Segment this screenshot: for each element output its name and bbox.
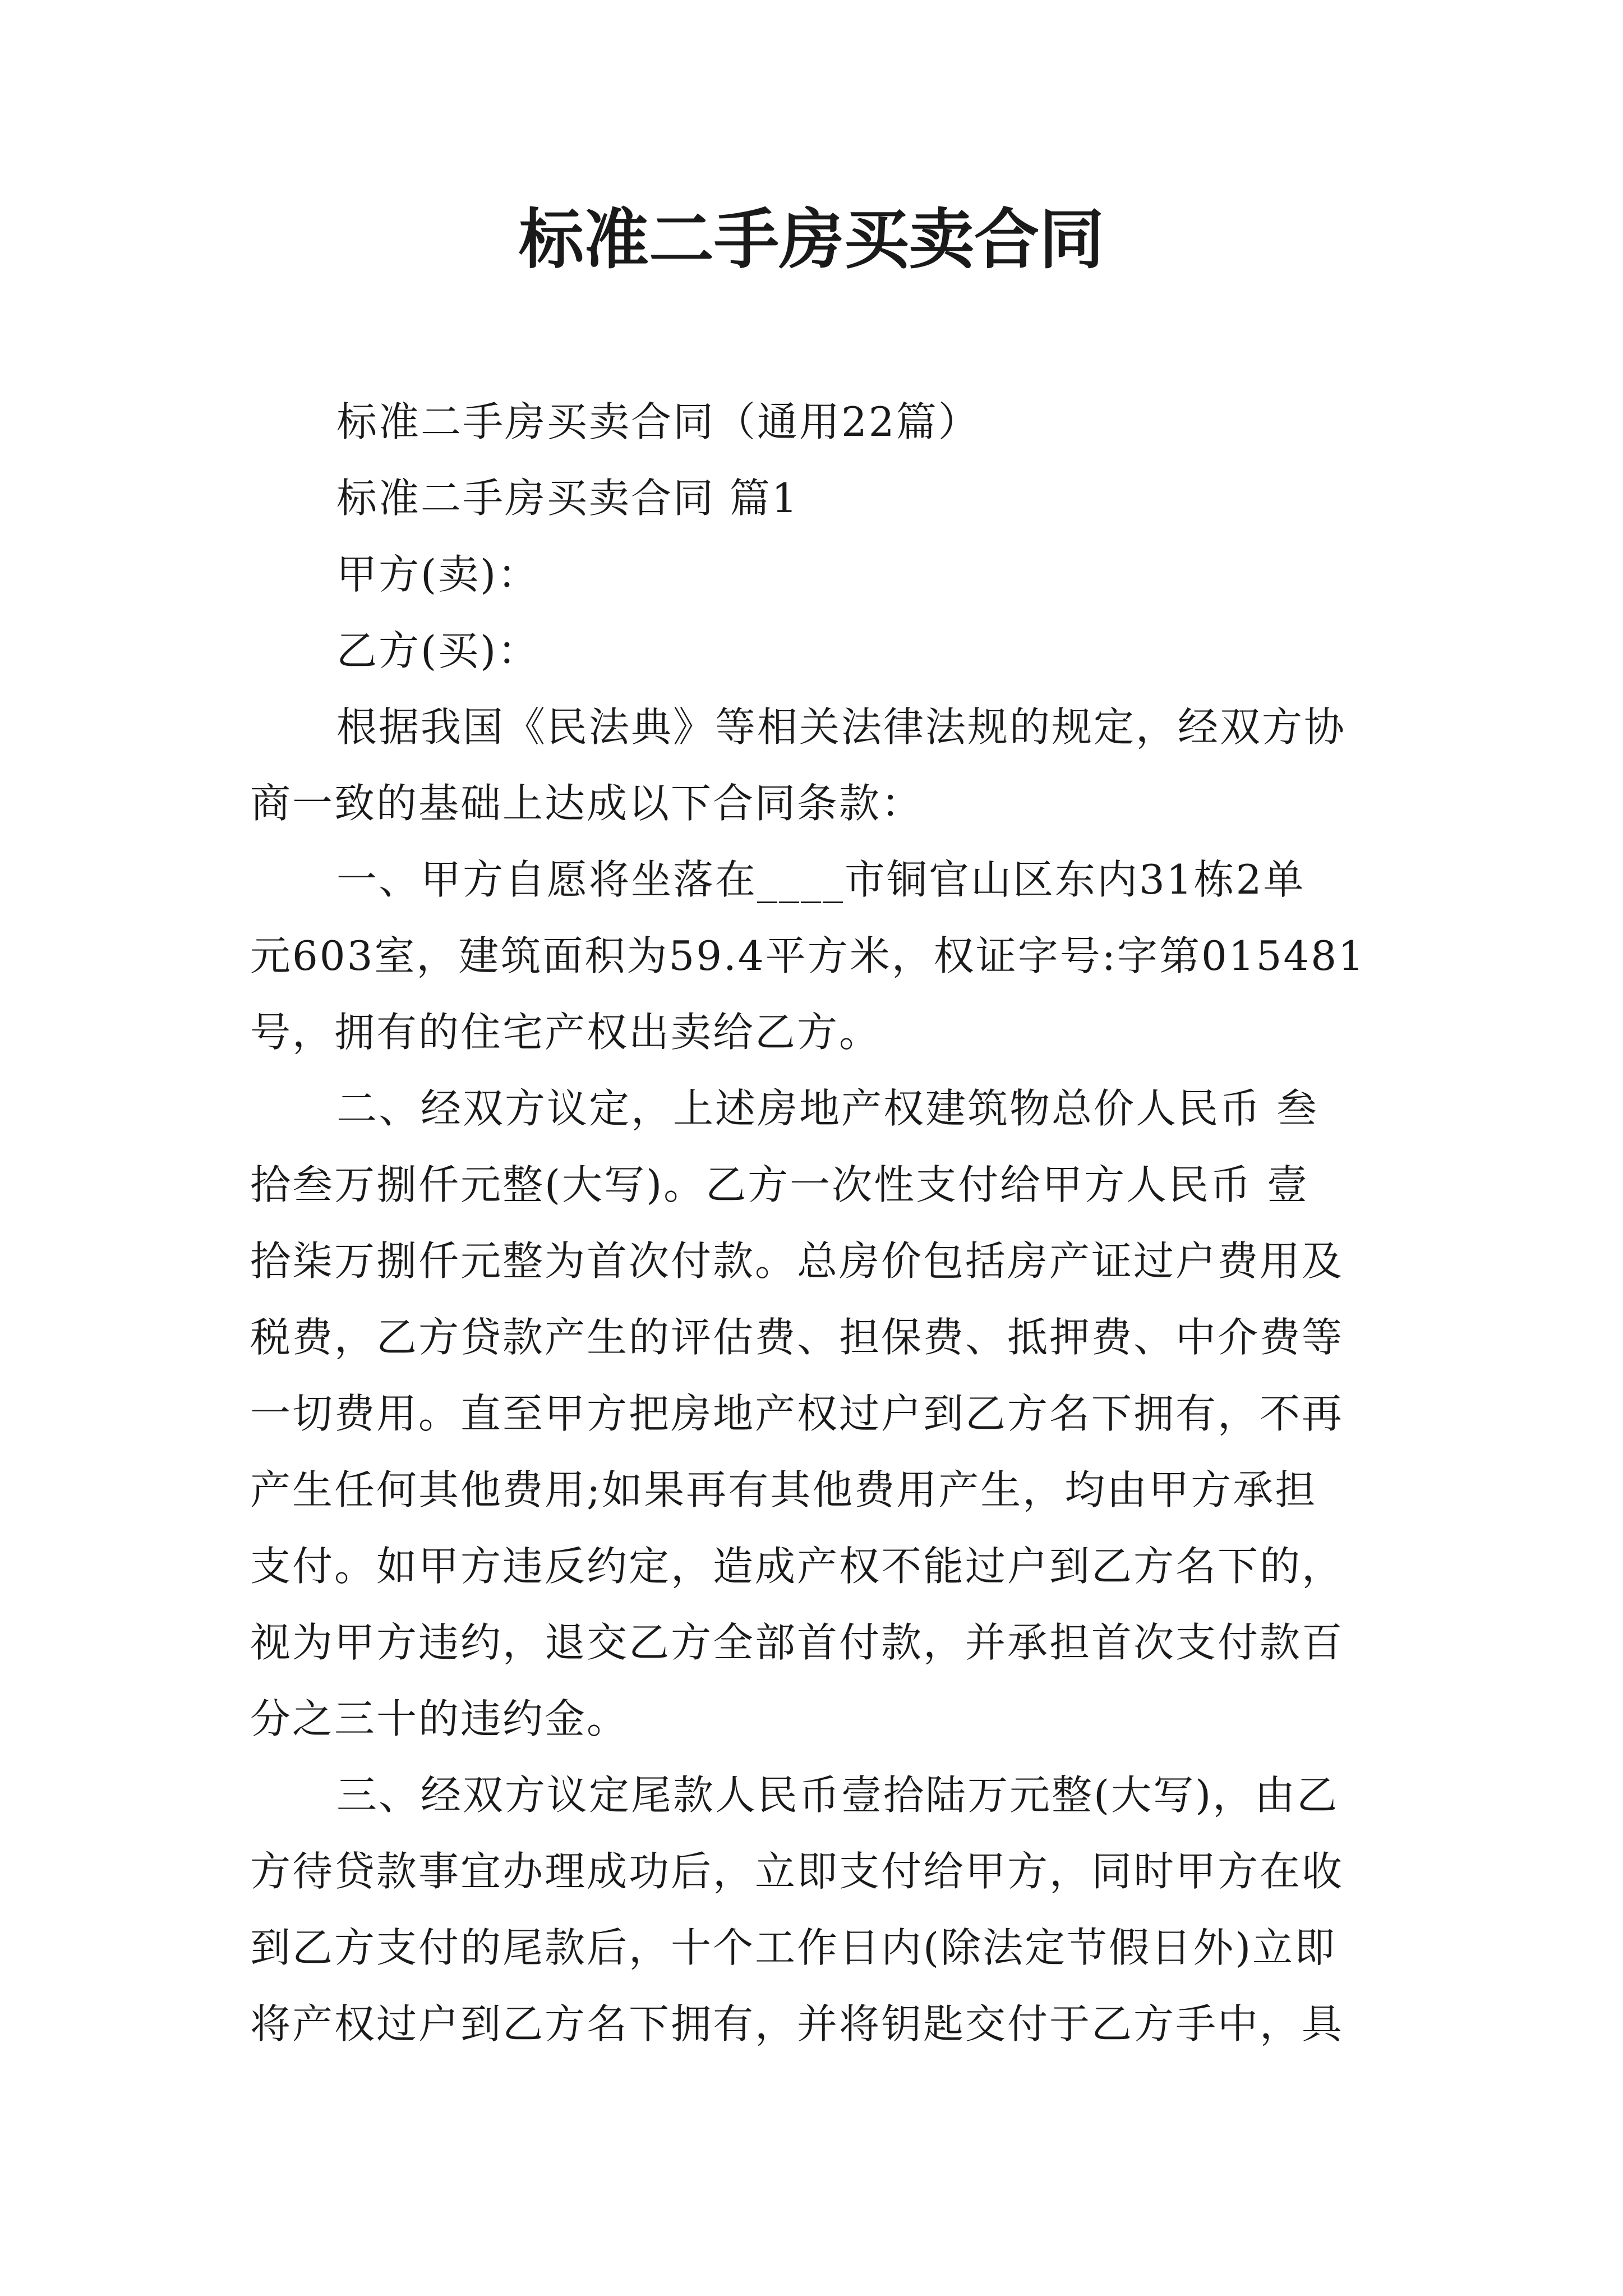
- paragraph-line: 根据我国《民法典》等相关法律法规的规定，经双方协: [336, 703, 1347, 751]
- paragraph-line: 一切费用。直至甲方把房地产权过户到乙方名下拥有，不再: [250, 1390, 1344, 1437]
- paragraph-line: 三、经双方议定尾款人民币壹拾陆万元整(大写)，由乙: [336, 1772, 1339, 1819]
- paragraph-line: 标准二手房买卖合同（通用22篇）: [336, 398, 980, 445]
- paragraph-line: 标准二手房买卖合同 篇1: [336, 475, 799, 522]
- paragraph-line: 一、甲方自愿将坐落在____市铜官山区东内31栋2单: [336, 856, 1306, 903]
- paragraph-line: 元603室，建筑面积为59.4平方米，权证字号:字第015481: [250, 932, 1366, 979]
- paragraph-line: 号，拥有的住宅产权出卖给乙方。: [250, 1009, 882, 1056]
- paragraph-line: 方待贷款事宜办理成功后，立即支付给甲方，同时甲方在收: [250, 1848, 1344, 1895]
- paragraph-line: 到乙方支付的尾款后，十个工作日内(除法定节假日外)立即: [250, 1924, 1337, 1971]
- paragraph-line: 拾叁万捌仟元整(大写)。乙方一次性支付给甲方人民币 壹: [250, 1161, 1310, 1208]
- paragraph-line: 税费，乙方贷款产生的评估费、担保费、抵押费、中介费等: [250, 1314, 1344, 1361]
- paragraph-line: 二、经双方议定，上述房地产权建筑物总价人民币 叁: [336, 1085, 1318, 1132]
- paragraph-line: 分之三十的违约金。: [250, 1695, 629, 1742]
- paragraph-line: 甲方(卖)：: [336, 551, 540, 598]
- paragraph-line: 支付。如甲方违反约定，造成产权不能过户到乙方名下的，: [250, 1543, 1344, 1590]
- paragraph-line: 乙方(买)：: [336, 627, 540, 674]
- paragraph-line: 将产权过户到乙方名下拥有，并将钥匙交付于乙方手中，具: [250, 2000, 1344, 2047]
- paragraph-line: 视为甲方违约，退交乙方全部首付款，并承担首次支付款百: [250, 1619, 1344, 1666]
- document-title: 标准二手房买卖合同: [519, 201, 1104, 278]
- paragraph-line: 商一致的基础上达成以下合同条款：: [250, 780, 924, 827]
- paragraph-line: 产生任何其他费用;如果再有其他费用产生，均由甲方承担: [250, 1466, 1317, 1513]
- document-body: [250, 384, 1377, 2062]
- paragraph-line: 拾柒万捌仟元整为首次付款。总房价包括房产证过户费用及: [250, 1237, 1344, 1285]
